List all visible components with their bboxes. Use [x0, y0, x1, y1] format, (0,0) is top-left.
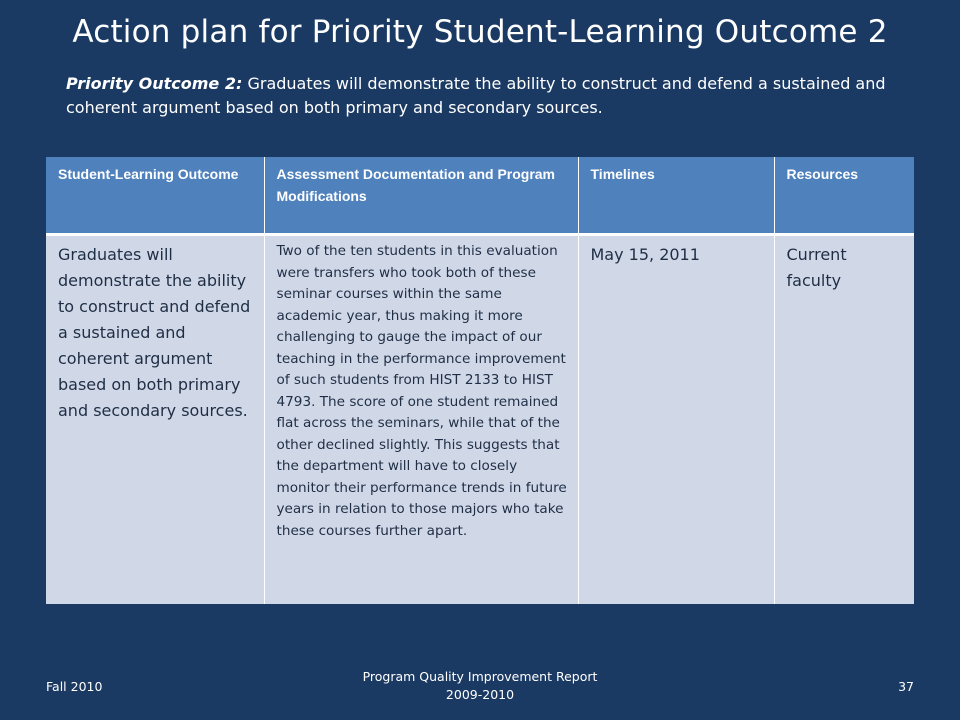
table-header-row [46, 157, 914, 235]
cell-timeline: May 15, 2011 [578, 235, 774, 605]
table-row [46, 235, 914, 605]
header-timelines: Timelines [578, 157, 774, 235]
footer-report-title [330, 668, 630, 704]
priority-outcome-label: Priority Outcome 2: [66, 74, 243, 93]
cell-resources: Current faculty [774, 235, 914, 605]
priority-outcome-statement [66, 72, 906, 120]
header-assessment-documentation: Assessment Documentation and Program Modifications [264, 157, 578, 235]
priority-outcome-text: Graduates will demonstrate the ability to construct and defend a sustained and coherent argument based on both primary and secondary sources. [66, 74, 886, 117]
slide-title: Action plan for Priority Student-Learning Outcome 2 [72, 14, 888, 50]
footer-report-line1: Program Quality Improvement Report [362, 669, 598, 684]
page-number: 37 [898, 679, 914, 694]
footer-date: Fall 2010 [46, 679, 103, 694]
cell-outcome: Graduates will demonstrate the ability to construct and defend a sustained and coherent argument based on both primary and secondary sources. [46, 235, 264, 605]
header-student-learning-outcome: Student-Learning Outcome [46, 157, 264, 235]
cell-assessment: Two of the ten students in this evaluation were transfers who took both of these seminar courses within the same academic year, thus making it more challenging to gauge the impact of our teaching in the performance improvement of such students from HIST 2133 to HIST 4793. The score of one student remained flat across the seminars, while that of the other declined slightly. This suggests that the department will have to closely monitor their performance trends in future years in relation to those majors who take these courses further apart. [264, 235, 578, 605]
footer-report-line2: 2009-2010 [445, 687, 515, 702]
action-plan-table [46, 157, 914, 604]
header-resources: Resources [774, 157, 914, 235]
